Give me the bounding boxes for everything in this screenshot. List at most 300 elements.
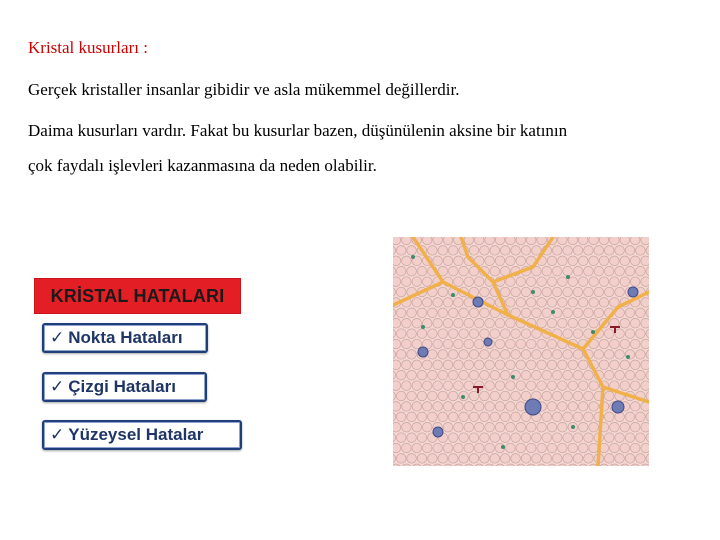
- atom: [563, 329, 573, 339]
- atom: [552, 454, 562, 464]
- atom: [542, 287, 552, 297]
- atom: [537, 318, 547, 328]
- atom: [636, 412, 646, 422]
- substitutional-defect: [473, 297, 483, 307]
- atom: [563, 287, 573, 297]
- point-defects-label: Nokta Hataları: [68, 328, 183, 347]
- atom: [547, 277, 557, 287]
- atom: [594, 266, 604, 276]
- interstitial-atom: [531, 290, 535, 294]
- atom: [402, 277, 412, 287]
- atom: [402, 237, 412, 245]
- atom: [584, 433, 594, 443]
- atom: [636, 433, 646, 443]
- atom: [625, 433, 635, 443]
- atom: [393, 266, 396, 276]
- atom: [454, 277, 464, 287]
- atom: [610, 277, 620, 287]
- atom: [511, 433, 521, 443]
- atom: [646, 412, 649, 422]
- atom: [490, 433, 500, 443]
- atom: [443, 464, 453, 466]
- atom: [547, 443, 557, 453]
- atom: [422, 360, 432, 370]
- surface-defects-button[interactable]: [42, 420, 242, 450]
- atom: [552, 433, 562, 443]
- atom: [428, 454, 438, 464]
- atom: [625, 454, 635, 464]
- atom: [454, 381, 464, 391]
- defects-banner-label: KRİSTAL HATALARI: [50, 285, 225, 306]
- atom: [589, 422, 599, 432]
- atom: [438, 287, 448, 297]
- atom: [393, 237, 401, 245]
- check-icon: ✓: [50, 425, 65, 444]
- atom: [521, 246, 531, 256]
- atom: [573, 433, 583, 443]
- atom: [589, 402, 599, 412]
- atom: [584, 266, 594, 276]
- atom: [433, 298, 443, 308]
- atom: [474, 237, 484, 245]
- atom: [537, 422, 547, 432]
- interstitial-atom: [626, 355, 630, 359]
- atom: [537, 443, 547, 453]
- atom: [558, 443, 568, 453]
- atom: [542, 308, 552, 318]
- point-defects-button[interactable]: [42, 323, 208, 353]
- atom: [573, 308, 583, 318]
- atom: [433, 443, 443, 453]
- atom: [578, 443, 588, 453]
- atom: [480, 308, 490, 318]
- atom: [594, 350, 604, 360]
- atom: [547, 318, 557, 328]
- atom: [448, 266, 458, 276]
- atom: [521, 308, 531, 318]
- atom: [407, 308, 417, 318]
- atom: [573, 350, 583, 360]
- atom: [506, 339, 516, 349]
- atom: [402, 464, 412, 466]
- atom: [521, 350, 531, 360]
- atom: [396, 308, 406, 318]
- atom: [490, 454, 500, 464]
- atom: [412, 277, 422, 287]
- atom: [630, 402, 640, 412]
- atom: [506, 422, 516, 432]
- atom: [589, 318, 599, 328]
- atom: [500, 391, 510, 401]
- atom: [474, 381, 484, 391]
- atom: [393, 402, 401, 412]
- atom: [459, 308, 469, 318]
- atom: [438, 308, 448, 318]
- atom: [396, 266, 406, 276]
- atom: [443, 443, 453, 453]
- atom: [428, 308, 438, 318]
- atom: [573, 287, 583, 297]
- atom: [448, 370, 458, 380]
- interstitial-atom: [591, 330, 595, 334]
- atom: [433, 381, 443, 391]
- atom: [443, 402, 453, 412]
- atom: [474, 339, 484, 349]
- atom: [516, 402, 526, 412]
- atom: [464, 277, 474, 287]
- atom: [636, 370, 646, 380]
- atom: [516, 360, 526, 370]
- atom: [407, 412, 417, 422]
- atom: [412, 360, 422, 370]
- atom: [625, 329, 635, 339]
- atom: [393, 370, 396, 380]
- atom: [511, 287, 521, 297]
- atom: [396, 433, 406, 443]
- atom: [532, 433, 542, 443]
- atom: [438, 412, 448, 422]
- atom: [412, 422, 422, 432]
- atom: [402, 443, 412, 453]
- atom: [547, 256, 557, 266]
- atom: [573, 266, 583, 276]
- atom: [641, 339, 649, 349]
- atom: [490, 350, 500, 360]
- atom: [438, 329, 448, 339]
- atom: [620, 443, 630, 453]
- atom: [521, 370, 531, 380]
- atom: [646, 433, 649, 443]
- atom: [516, 443, 526, 453]
- atom: [646, 454, 649, 464]
- atom: [422, 443, 432, 453]
- atom: [469, 308, 479, 318]
- atom: [417, 266, 427, 276]
- atom: [584, 454, 594, 464]
- atom: [474, 422, 484, 432]
- atom: [459, 433, 469, 443]
- line-defects-button[interactable]: [42, 372, 207, 402]
- atom: [604, 329, 614, 339]
- atom: [552, 287, 562, 297]
- atom: [490, 329, 500, 339]
- atom: [641, 318, 649, 328]
- atom: [506, 443, 516, 453]
- paragraph-3: çok faydalı işlevleri kazanmasına da neden olabilir.: [28, 156, 377, 175]
- atom: [464, 237, 474, 245]
- atom: [459, 412, 469, 422]
- atom: [615, 350, 625, 360]
- atom: [490, 412, 500, 422]
- atom: [641, 256, 649, 266]
- atom: [547, 339, 557, 349]
- atom: [516, 339, 526, 349]
- interstitial-atom: [501, 445, 505, 449]
- atom: [594, 308, 604, 318]
- atom: [568, 360, 578, 370]
- atom: [459, 370, 469, 380]
- atom: [625, 412, 635, 422]
- atom: [542, 370, 552, 380]
- atom: [573, 412, 583, 422]
- atom: [393, 464, 401, 466]
- atom: [610, 237, 620, 245]
- atom: [469, 412, 479, 422]
- atom: [547, 464, 557, 466]
- atom: [500, 329, 510, 339]
- atom: [422, 381, 432, 391]
- atom: [599, 256, 609, 266]
- atom: [480, 412, 490, 422]
- interstitial-atom: [411, 255, 415, 259]
- atom: [563, 308, 573, 318]
- atom: [620, 381, 630, 391]
- atom: [558, 277, 568, 287]
- atom: [615, 246, 625, 256]
- atom: [506, 381, 516, 391]
- atom: [443, 339, 453, 349]
- atom: [412, 381, 422, 391]
- atom: [516, 256, 526, 266]
- atom: [433, 237, 443, 245]
- atom: [630, 381, 640, 391]
- atom: [558, 256, 568, 266]
- atom: [443, 298, 453, 308]
- atom: [641, 381, 649, 391]
- atom: [417, 391, 427, 401]
- atom: [542, 350, 552, 360]
- atom: [490, 246, 500, 256]
- atom: [474, 464, 484, 466]
- atom: [573, 391, 583, 401]
- atom: [526, 422, 536, 432]
- atom: [599, 298, 609, 308]
- atom: [610, 339, 620, 349]
- atom: [464, 298, 474, 308]
- atom: [495, 360, 505, 370]
- atom: [506, 402, 516, 412]
- atom: [547, 422, 557, 432]
- defects-banner: [34, 278, 241, 314]
- atom: [474, 360, 484, 370]
- atom: [396, 370, 406, 380]
- atom: [407, 454, 417, 464]
- atom: [393, 350, 396, 360]
- atom: [630, 256, 640, 266]
- atom: [511, 391, 521, 401]
- atom: [480, 454, 490, 464]
- atom: [563, 266, 573, 276]
- atom: [443, 237, 453, 245]
- atom: [584, 308, 594, 318]
- atom: [402, 318, 412, 328]
- atom: [646, 308, 649, 318]
- atom: [485, 318, 495, 328]
- atom: [636, 246, 646, 256]
- atom: [537, 339, 547, 349]
- atom: [393, 246, 396, 256]
- atom: [620, 318, 630, 328]
- atom: [641, 422, 649, 432]
- atom: [464, 402, 474, 412]
- atom: [610, 360, 620, 370]
- atom: [516, 381, 526, 391]
- atom: [396, 246, 406, 256]
- atom: [636, 454, 646, 464]
- atom: [474, 318, 484, 328]
- atom: [641, 360, 649, 370]
- atom: [428, 391, 438, 401]
- atom: [547, 360, 557, 370]
- atom: [469, 246, 479, 256]
- atom: [474, 402, 484, 412]
- atom: [563, 412, 573, 422]
- atom: [464, 381, 474, 391]
- atom: [532, 370, 542, 380]
- atom: [448, 350, 458, 360]
- substitutional-defect: [525, 399, 541, 415]
- atom: [495, 422, 505, 432]
- atom: [558, 464, 568, 466]
- atom: [526, 237, 536, 245]
- atom: [620, 360, 630, 370]
- atom: [433, 360, 443, 370]
- atom: [526, 339, 536, 349]
- atom: [563, 350, 573, 360]
- atom: [558, 422, 568, 432]
- atom: [485, 237, 495, 245]
- atom: [500, 246, 510, 256]
- atom: [448, 246, 458, 256]
- atom: [438, 350, 448, 360]
- atom: [474, 443, 484, 453]
- check-icon: ✓: [50, 377, 65, 396]
- atom: [417, 454, 427, 464]
- atom: [480, 370, 490, 380]
- atom: [578, 402, 588, 412]
- atom: [506, 360, 516, 370]
- atom: [485, 402, 495, 412]
- atom: [604, 370, 614, 380]
- atom: [454, 256, 464, 266]
- atom: [526, 443, 536, 453]
- atom: [511, 350, 521, 360]
- atom: [393, 454, 396, 464]
- slide-title: Kristal kusurları :: [28, 38, 148, 57]
- atom: [532, 454, 542, 464]
- atom: [448, 391, 458, 401]
- atom: [443, 381, 453, 391]
- atom: [464, 360, 474, 370]
- atom: [469, 329, 479, 339]
- atom: [537, 237, 547, 245]
- atom: [646, 246, 649, 256]
- lattice-svg: [393, 237, 649, 466]
- atom: [407, 350, 417, 360]
- atom: [454, 422, 464, 432]
- atom: [495, 237, 505, 245]
- atom: [620, 256, 630, 266]
- substitutional-defect: [418, 347, 428, 357]
- atom: [615, 287, 625, 297]
- atom: [568, 237, 578, 245]
- atom: [537, 381, 547, 391]
- atom: [578, 464, 588, 466]
- atom: [407, 266, 417, 276]
- interstitial-atom: [461, 395, 465, 399]
- atom: [568, 381, 578, 391]
- atom: [542, 391, 552, 401]
- atom: [396, 350, 406, 360]
- atom: [620, 464, 630, 466]
- atom: [459, 266, 469, 276]
- atom: [422, 277, 432, 287]
- atom: [393, 277, 401, 287]
- atom: [495, 256, 505, 266]
- atom: [448, 412, 458, 422]
- atom: [506, 298, 516, 308]
- atom: [393, 443, 401, 453]
- atom: [422, 298, 432, 308]
- atom: [542, 266, 552, 276]
- atom: [584, 391, 594, 401]
- atom: [599, 464, 609, 466]
- atom: [459, 454, 469, 464]
- atom: [589, 443, 599, 453]
- atom: [393, 412, 396, 422]
- atom: [407, 246, 417, 256]
- atom: [636, 350, 646, 360]
- atom: [396, 412, 406, 422]
- atom: [438, 370, 448, 380]
- atom: [393, 360, 401, 370]
- atom: [636, 329, 646, 339]
- atom: [578, 237, 588, 245]
- atom: [422, 464, 432, 466]
- atom: [495, 339, 505, 349]
- atom: [552, 350, 562, 360]
- atom: [630, 360, 640, 370]
- atom: [485, 256, 495, 266]
- atom: [542, 454, 552, 464]
- paragraph-1: Gerçek kristaller insanlar gibidir ve asla mükemmel değillerdir.: [28, 80, 460, 99]
- atom: [402, 381, 412, 391]
- atom: [516, 464, 526, 466]
- atom: [516, 298, 526, 308]
- atom: [547, 402, 557, 412]
- atom: [443, 318, 453, 328]
- atom: [469, 370, 479, 380]
- atom: [506, 256, 516, 266]
- interstitial-atom: [571, 425, 575, 429]
- atom: [589, 381, 599, 391]
- atom: [454, 298, 464, 308]
- atom: [511, 329, 521, 339]
- atom: [599, 339, 609, 349]
- atom: [630, 277, 640, 287]
- atom: [516, 237, 526, 245]
- atom: [454, 318, 464, 328]
- atom: [573, 246, 583, 256]
- atom: [620, 237, 630, 245]
- atom: [615, 412, 625, 422]
- atom: [448, 308, 458, 318]
- atom: [625, 246, 635, 256]
- atom: [636, 266, 646, 276]
- atom: [464, 339, 474, 349]
- atom: [604, 454, 614, 464]
- atom: [630, 339, 640, 349]
